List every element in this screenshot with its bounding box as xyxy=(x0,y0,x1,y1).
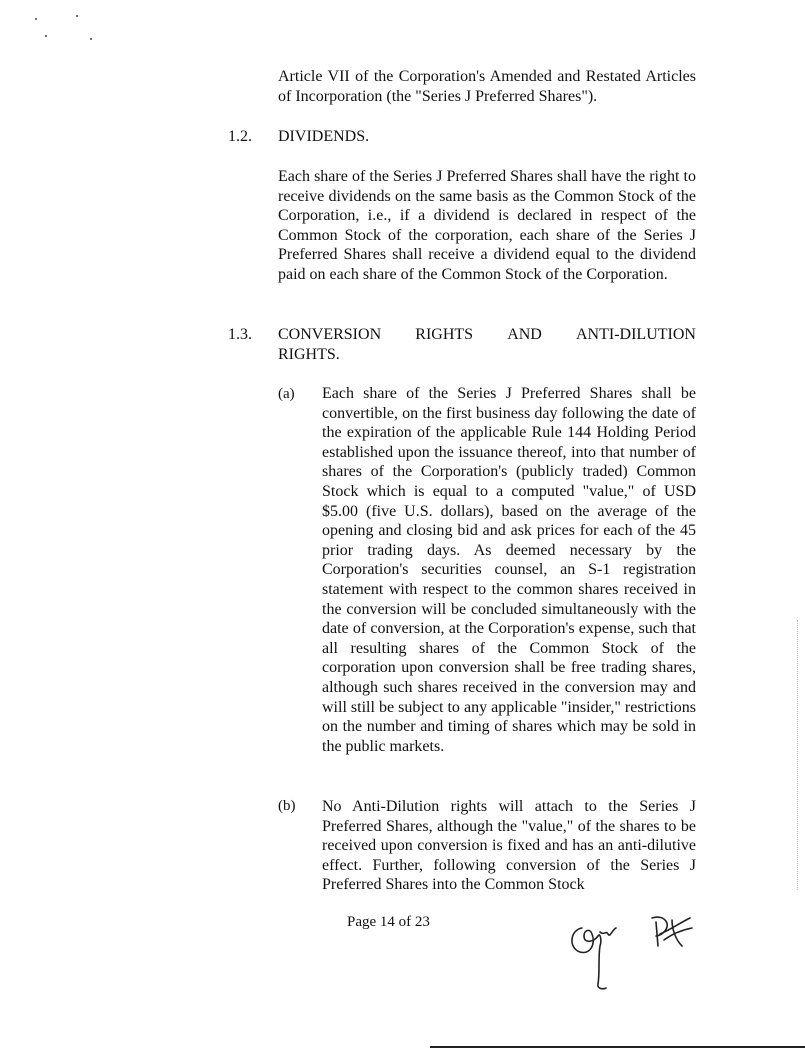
dividends-paragraph: Each share of the Series J Preferred Shares shall have the right to receive dividends on the same basis as the Common Stock of the Corporation, i.e., if a dividend is declared in respect of the Common Stock of the corporation, each share of the Series J Preferred Shares shall receive a dividend equal to the dividend paid on each share of the Common Stock of the Corporation. xyxy=(278,168,696,283)
section-title-dividends: DIVIDENDS. xyxy=(278,128,370,145)
item-label-b: (b) xyxy=(278,798,296,814)
section-number-1-3: 1.3. xyxy=(228,326,252,343)
signature-initial-1 xyxy=(572,928,606,989)
page-number: Page 14 of 23 xyxy=(347,914,430,930)
title-line-2: RIGHTS. xyxy=(278,345,340,363)
item-label-a: (a) xyxy=(278,386,295,402)
intro-paragraph: Article VII of the Corporation's Amended and Restated Articles of Incorporation (the "Series J Preferred Shares"). xyxy=(278,68,696,105)
initials-signatures xyxy=(560,900,720,1000)
item-a-paragraph: Each share of the Series J Preferred Shares shall be convertible, on the first business day following the date of the expiration of the applicable Rule 144 Holding Period established upon the issuance thereof, into that number of shares of the Corporation's (publicly traded) Common Stock which is equal to a computed "value," of USD $5.00 (five U.S. dollars), based on the average of the opening and closing bid and ask prices for each of the 45 prior trading days. As deemed necessary by the Corporation's securities counsel, an S-1 registration statement with respect to the common shares received in the conversion will be concluded simultaneously with the date of conversion, at the Corporation's expense, such that all resulting shares of the Common Stock of the corporation upon conversion shall be free trading shares, although such shares received in the conversion may and will still be subject to any applicable "insider," restrictions on the number and timing of shares which may be sold in the public markets. xyxy=(322,385,696,755)
title-word: ANTI-DILUTION xyxy=(576,326,696,343)
signature-initial-2 xyxy=(652,917,692,946)
signature-initial-1-tail xyxy=(600,928,616,935)
title-word: RIGHTS xyxy=(415,326,474,343)
section-number-1-2: 1.2. xyxy=(228,128,252,145)
item-b-paragraph: No Anti-Dilution rights will attach to the Series J Preferred Shares, although the "value," of the shares to be received upon conversion is fixed and has an anti-dilutive effect. Further, following conversion of the Series J Preferred Shares into the Common Stock xyxy=(322,798,696,894)
title-word: AND xyxy=(507,326,542,343)
title-word: CONVERSION xyxy=(278,326,382,343)
bottom-scan-line xyxy=(430,1046,805,1048)
section-title-conversion-rights xyxy=(278,325,696,364)
margin-scan-marks xyxy=(797,620,802,890)
